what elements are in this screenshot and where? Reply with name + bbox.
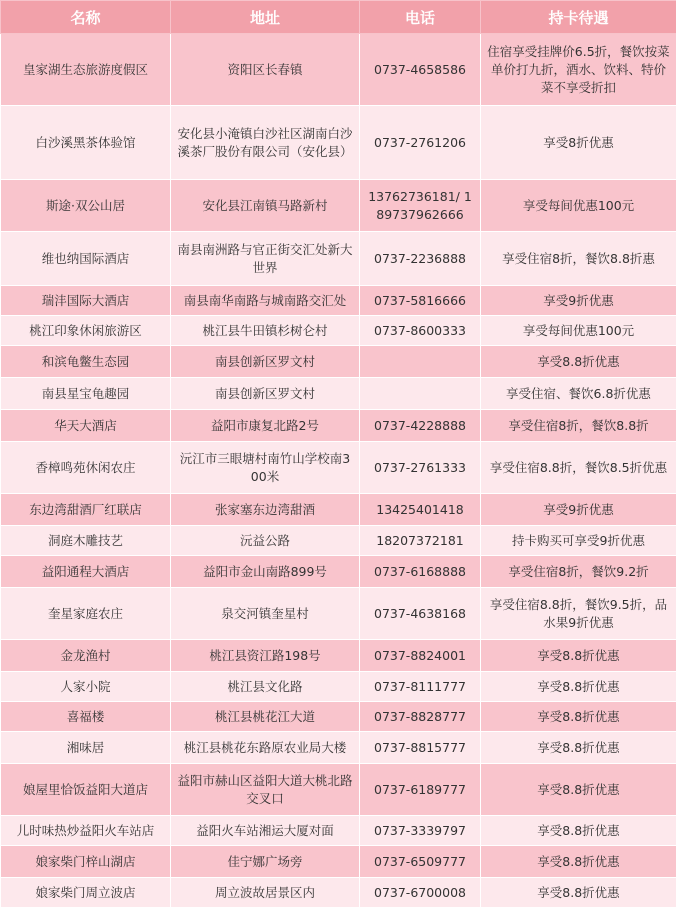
- cell-address: 桃江县资江路198号: [171, 640, 360, 672]
- cell-name: 皇家湖生态旅游度假区: [1, 34, 171, 106]
- cell-name: 东边湾甜酒厂红联店: [1, 494, 171, 526]
- cell-address: 沅益公路: [171, 526, 360, 556]
- cell-phone: 0737-4658586: [360, 34, 481, 106]
- cell-phone: 18207372181: [360, 526, 481, 556]
- cell-phone: 0737-8111777: [360, 672, 481, 702]
- cell-benefit: 享受8.8折优惠: [481, 702, 676, 732]
- cell-address: 沅江市三眼塘村南竹山学校南300米: [171, 442, 360, 494]
- cell-name: 奎星家庭农庄: [1, 588, 171, 640]
- cell-phone: 0737-2761206: [360, 106, 481, 180]
- cell-name: 斯途·双公山居: [1, 180, 171, 232]
- cell-benefit: 享受住宿8.8折，餐饮9.5折，品水果9折优惠: [481, 588, 676, 640]
- cell-address: 南县创新区罗文村: [171, 346, 360, 378]
- cell-benefit: 享受每间优惠100元: [481, 180, 676, 232]
- cell-name: 金龙渔村: [1, 640, 171, 672]
- header-phone: 电话: [360, 1, 481, 34]
- cell-name: 娘家柴门梓山湖店: [1, 846, 171, 878]
- cell-phone: 13762736181/ 18973796266​6: [360, 180, 481, 232]
- table-header-row: [1, 1, 676, 34]
- cell-phone: 0737-2236888: [360, 232, 481, 286]
- cell-benefit: 享受8.8折优惠: [481, 640, 676, 672]
- cell-name: 香樟鸣苑休闲农庄: [1, 442, 171, 494]
- table-row: [1, 640, 676, 672]
- cell-name: 白沙溪黑茶体验馆: [1, 106, 171, 180]
- cell-benefit: 享受住宿8折，餐饮9.2折: [481, 556, 676, 588]
- table-row: [1, 232, 676, 286]
- cell-benefit: 持卡购买可享受9折优惠: [481, 526, 676, 556]
- cell-phone: [360, 378, 481, 410]
- table-body: [1, 34, 676, 908]
- cell-address: 益阳火车站湘运大厦对面: [171, 816, 360, 846]
- cell-benefit: 享受8.8折优惠: [481, 846, 676, 878]
- table-row: [1, 702, 676, 732]
- cell-name: 儿时味热炒益阳火车站店: [1, 816, 171, 846]
- cell-address: 南县南华南路与城南路交汇处: [171, 286, 360, 316]
- table-row: [1, 556, 676, 588]
- cell-name: 洞庭木雕技艺: [1, 526, 171, 556]
- cell-phone: 0737-6168888: [360, 556, 481, 588]
- cell-benefit: 享受每间优惠100元: [481, 316, 676, 346]
- cell-phone: 13425401418: [360, 494, 481, 526]
- table-row: [1, 180, 676, 232]
- cell-name: 华天大酒店: [1, 410, 171, 442]
- cell-benefit: 享受8.8折优惠: [481, 732, 676, 764]
- cell-benefit: 享受8.8折优惠: [481, 764, 676, 816]
- cell-phone: 0737-8824001: [360, 640, 481, 672]
- cell-phone: 0737-8828777: [360, 702, 481, 732]
- cell-name: 和滨龟鳖生态园: [1, 346, 171, 378]
- cell-benefit: 享受住宿8.8折，餐饮8.5折优惠: [481, 442, 676, 494]
- table-row: [1, 672, 676, 702]
- table-row: [1, 764, 676, 816]
- table-row: [1, 588, 676, 640]
- header-benefit: 持卡待遇: [481, 1, 676, 34]
- table-row: [1, 494, 676, 526]
- cell-phone: 0737-3339797: [360, 816, 481, 846]
- cell-benefit: 享受8折优惠: [481, 106, 676, 180]
- header-address: 地址: [171, 1, 360, 34]
- cell-name: 南县星宝龟趣园: [1, 378, 171, 410]
- cell-benefit: 享受8.8折优惠: [481, 878, 676, 908]
- table-row: [1, 34, 676, 106]
- table-row: [1, 526, 676, 556]
- table-row: [1, 316, 676, 346]
- cell-name: 桃江印象休闲旅游区: [1, 316, 171, 346]
- table-row: [1, 346, 676, 378]
- table-row: [1, 378, 676, 410]
- cell-name: 娘家柴门周立波店: [1, 878, 171, 908]
- cell-name: 湘味居: [1, 732, 171, 764]
- cell-benefit: 享受8.8折优惠: [481, 672, 676, 702]
- table-row: [1, 878, 676, 908]
- cell-phone: 0737-5816666: [360, 286, 481, 316]
- cell-phone: 0737-6509777: [360, 846, 481, 878]
- cell-benefit: 享受9折优惠: [481, 494, 676, 526]
- cell-name: 益阳通程大酒店: [1, 556, 171, 588]
- table-row: [1, 442, 676, 494]
- cell-benefit: 享受住宿8折，餐饮8.8折惠: [481, 232, 676, 286]
- cell-benefit: 享受9折优惠: [481, 286, 676, 316]
- table-row: [1, 410, 676, 442]
- cell-name: 娘屋里恰饭益阳大道店: [1, 764, 171, 816]
- cell-name: 喜福楼: [1, 702, 171, 732]
- cell-address: 桃江县桃花江大道: [171, 702, 360, 732]
- cell-benefit: 享受8.8折优惠: [481, 346, 676, 378]
- cell-name: 瑞沣国际大酒店: [1, 286, 171, 316]
- cell-phone: 0737-6189777: [360, 764, 481, 816]
- cell-address: 资阳区长春镇: [171, 34, 360, 106]
- cell-address: 泉交河镇奎星村: [171, 588, 360, 640]
- cell-benefit: 享受8.8折优惠: [481, 816, 676, 846]
- cell-address: 桃江县牛田镇杉树仑村: [171, 316, 360, 346]
- cell-address: 益阳市康复北路2号: [171, 410, 360, 442]
- cell-phone: 0737-6700008: [360, 878, 481, 908]
- cell-address: 桃江县桃花东路原农业局大楼: [171, 732, 360, 764]
- cell-phone: 0737-8600333: [360, 316, 481, 346]
- cell-address: 益阳市赫山区益阳大道大桃北路交叉口: [171, 764, 360, 816]
- cell-benefit: 住宿享受挂牌价6.5折，餐饮按菜单价打九折，酒水、饮料、特价菜不享受折扣: [481, 34, 676, 106]
- cell-benefit: 享受住宿8折，餐饮8.8折: [481, 410, 676, 442]
- table-row: [1, 286, 676, 316]
- cell-address: 安化县小淹镇白沙社区湖南白沙溪茶厂股份有限公司（安化县）: [171, 106, 360, 180]
- cell-address: 安化县江南镇马路新村: [171, 180, 360, 232]
- table-row: [1, 816, 676, 846]
- cell-address: 南县南洲路与官正街交汇处新大世界: [171, 232, 360, 286]
- cell-phone: 0737-8815777: [360, 732, 481, 764]
- cell-address: 佳宁娜广场旁: [171, 846, 360, 878]
- table-row: [1, 106, 676, 180]
- table-row: [1, 846, 676, 878]
- cell-address: 张家塞东边湾甜酒: [171, 494, 360, 526]
- cell-phone: 0737-2761333: [360, 442, 481, 494]
- cell-name: 维也纳国际酒店: [1, 232, 171, 286]
- header-name: 名称: [1, 1, 171, 34]
- table-row: [1, 732, 676, 764]
- cell-phone: [360, 346, 481, 378]
- cell-phone: 0737-4638168: [360, 588, 481, 640]
- cell-address: 周立波故居景区内: [171, 878, 360, 908]
- cell-address: 益阳市金山南路899号: [171, 556, 360, 588]
- cell-name: 人家小院: [1, 672, 171, 702]
- cell-phone: 0737-4228888: [360, 410, 481, 442]
- cell-address: 桃江县文化路: [171, 672, 360, 702]
- cell-benefit: 享受住宿、餐饮6.8折优惠: [481, 378, 676, 410]
- cell-address: 南县创新区罗文村: [171, 378, 360, 410]
